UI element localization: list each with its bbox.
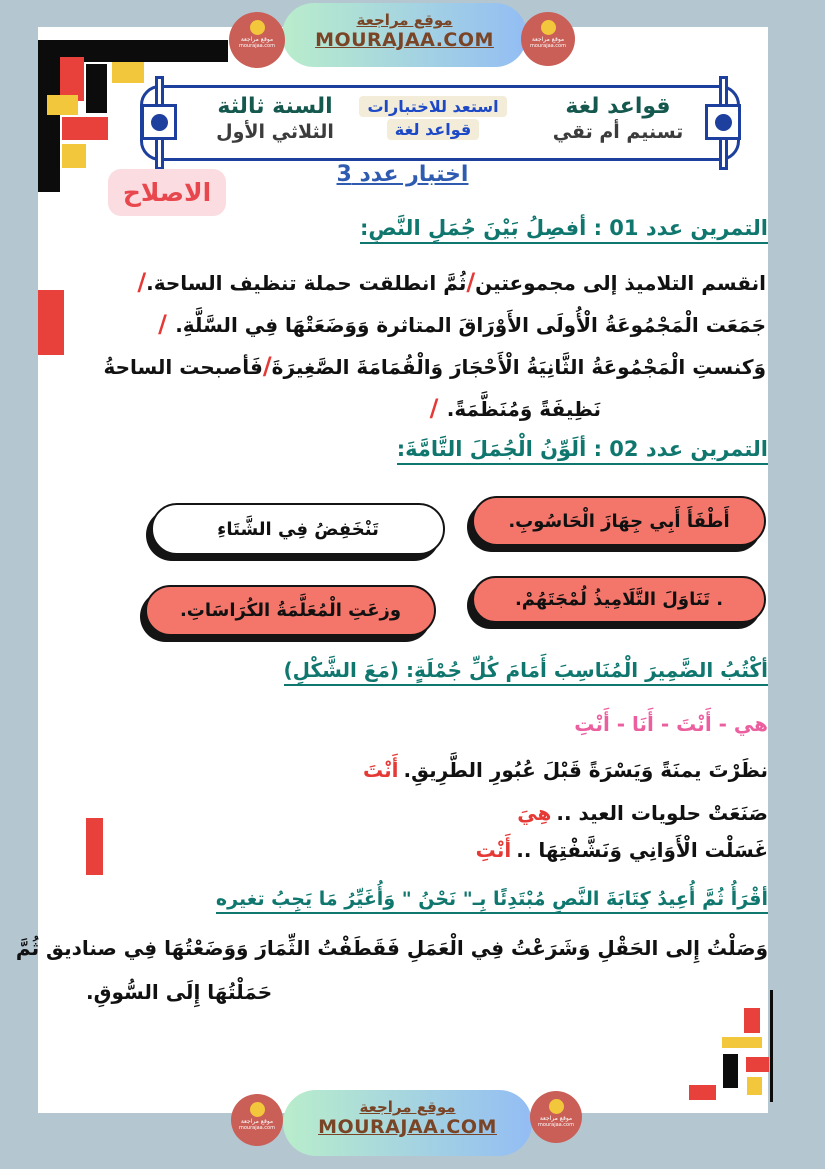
badge-domain: mourajaa.com — [238, 43, 275, 49]
deco-block — [112, 62, 144, 83]
item-sentence: نظَرْتَ يمنَةً وَيَسْرَةً قَبْلَ عُبُورِ الطَّرِيقِ. — [403, 758, 768, 782]
deco-block — [746, 1057, 769, 1072]
dot-icon — [715, 114, 732, 131]
book-icon — [549, 1099, 564, 1114]
ornament-square — [705, 104, 741, 140]
deco-block — [62, 117, 108, 140]
site-badge — [530, 1091, 582, 1143]
subject-title: قواعد لغة — [565, 94, 671, 119]
separator-slash: / — [466, 268, 476, 296]
site-badge — [231, 1094, 283, 1146]
deco-block — [689, 1085, 716, 1100]
pill-text: أَطْفَأَ أَبِي جِهَازَ الْحَاسُوبِ. — [508, 510, 730, 532]
site-badge — [229, 12, 285, 68]
text-line: نَظِيفَةً وَمُنَظَّمَةً. / — [429, 394, 601, 422]
exercise1-text — [86, 262, 766, 430]
site-badge — [521, 12, 575, 66]
sentence-pill-colored[interactable] — [472, 576, 766, 623]
deco-block — [86, 818, 103, 875]
separator-slash: / — [262, 352, 272, 380]
item-sentence: صَنَعَتْ حلويات العيد .. — [556, 801, 768, 825]
trimester-label: الثلاثي الأول — [216, 121, 334, 143]
correction-badge: الاصلاح — [108, 169, 226, 216]
badge-domain: mourajaa.com — [537, 1122, 574, 1128]
dot-icon — [151, 114, 168, 131]
book-icon — [541, 20, 556, 35]
text-line: وَكنستِ الْمَجْمُوعَةُ الثَّانِيَةُ الْأَحْجَارَ وَالْقُمَامَةَ الصَّغِيرَةَ/فَأصبحت الساحةُ — [103, 352, 766, 380]
sentence-pill-uncolored[interactable] — [151, 503, 445, 555]
item-answer: أَنْتِ — [475, 838, 512, 862]
deco-block — [86, 64, 107, 113]
site-logo-arabic: موقع مراجعة — [359, 1098, 456, 1116]
series-subject: قواعد لغة — [387, 119, 479, 140]
text-line: انقسم التلاميذ إلى مجموعتين/ثُمَّ انطلقت حملة تنظيف الساحة./ — [137, 268, 766, 296]
site-logo-arabic: موقع مراجعة — [356, 11, 453, 29]
exam-title: اختبار عدد 3 — [336, 162, 469, 187]
header-band — [140, 85, 740, 161]
band-level-block — [195, 94, 355, 144]
deco-block — [747, 1077, 762, 1095]
site-logo-domain: MOURAJAA.COM — [318, 1116, 497, 1138]
badge-label: موقع مراجعة — [539, 1115, 573, 1122]
pill-text: تَنْخَفِضُ فِي الشَّتَاءِ — [217, 518, 379, 540]
band-subject-block — [533, 94, 703, 144]
exercise3-title: أكْتُبُ الضَّمِيرَ الْمُنَاسِبَ أَمَامَ كُلِّ جُمْلَةٍ: (مَعَ الشَّكْلِ) — [284, 658, 768, 686]
deco-block — [723, 1054, 738, 1088]
badge-domain: mourajaa.com — [529, 43, 566, 49]
deco-block — [47, 95, 78, 115]
site-logo-domain: MOURAJAA.COM — [315, 29, 494, 51]
badge-label: موقع مراجعة — [240, 36, 274, 43]
badge-domain: mourajaa.com — [238, 1125, 275, 1131]
grade-level: السنة ثالثة — [217, 94, 333, 119]
pronoun-item — [471, 838, 768, 862]
series-label: استعد للاختبارات — [359, 96, 506, 117]
text-line: جَمَعَت الْمَجْمُوعَةُ الْأُولَى الأَوْرَاقَ المتاثرة وَوَضَعَتْهَا فِي السَّلَّةِ. / — [158, 310, 766, 338]
site-logo-link[interactable] — [282, 3, 527, 67]
separator-slash: / — [429, 394, 447, 422]
sentence-pill-colored[interactable] — [145, 585, 436, 636]
pill-text: . تَنَاوَلَ التَّلَامِيذُ لُمْجَتَهُمْ. — [514, 589, 724, 610]
deco-block — [770, 990, 773, 1102]
deco-block — [38, 62, 60, 192]
exercise4-line: حَمَلْتُهَا إِلَى السُّوقِ. — [86, 980, 273, 1004]
badge-label: موقع مراجعة — [531, 36, 565, 43]
exercise1-title: التمرين عدد 01 : أفصِلُ بَيْنَ جُمَلِ النَّصِ: — [360, 216, 768, 244]
pill-text: وزعَتِ الْمُعَلَّمَةُ الكُرَاسَاتِ. — [179, 600, 402, 621]
book-icon — [250, 1102, 265, 1117]
item-answer: هِيَ — [517, 801, 552, 825]
separator-slash: / — [158, 310, 176, 338]
deco-block — [62, 144, 86, 168]
exercise4-title: أقْرَأُ ثُمَّ أُعِيدُ كِتَابَةَ النَّصِ مُبْتَدِئًا بِـ" نَحْنُ " وَأُغَيِّرُ مَا يَجِبُ تغيره — [216, 888, 768, 914]
exercise4-line: وَصَلْتُ إِلى الحَقْلِ وَشَرَعْتُ فِي الْعَمَلِ فَقَطَفْتُ الثِّمَارَ وَوَضَعْتُهَا فِي صناديق ثُمَّ — [15, 936, 768, 960]
deco-block — [744, 1008, 760, 1033]
badge-label: موقع مراجعة — [240, 1118, 274, 1125]
band-center-block — [355, 95, 511, 141]
deco-block — [38, 290, 64, 355]
pronoun-item — [512, 801, 768, 825]
teacher-name: تسنيم أم تقي — [552, 121, 684, 143]
separator-slash: / — [137, 268, 147, 296]
pronoun-options: هي - أَنْتَ - أَنَا - أَنْتِ — [574, 712, 768, 736]
item-sentence: غَسَلْت الْأَوَانِي وَنَشَّفْتِهَا .. — [516, 838, 768, 862]
site-logo-link[interactable] — [283, 1090, 532, 1156]
book-icon — [250, 20, 265, 35]
deco-block — [722, 1037, 762, 1048]
exercise2-title: التمرين عدد 02 : ألَوِّنُ الْجُمَلَ التَّامَّةَ: — [397, 437, 768, 465]
sentence-pill-colored[interactable] — [472, 496, 766, 546]
item-answer: أَنْتَ — [362, 758, 399, 782]
ornament-square — [141, 104, 177, 140]
pronoun-item — [358, 758, 768, 782]
